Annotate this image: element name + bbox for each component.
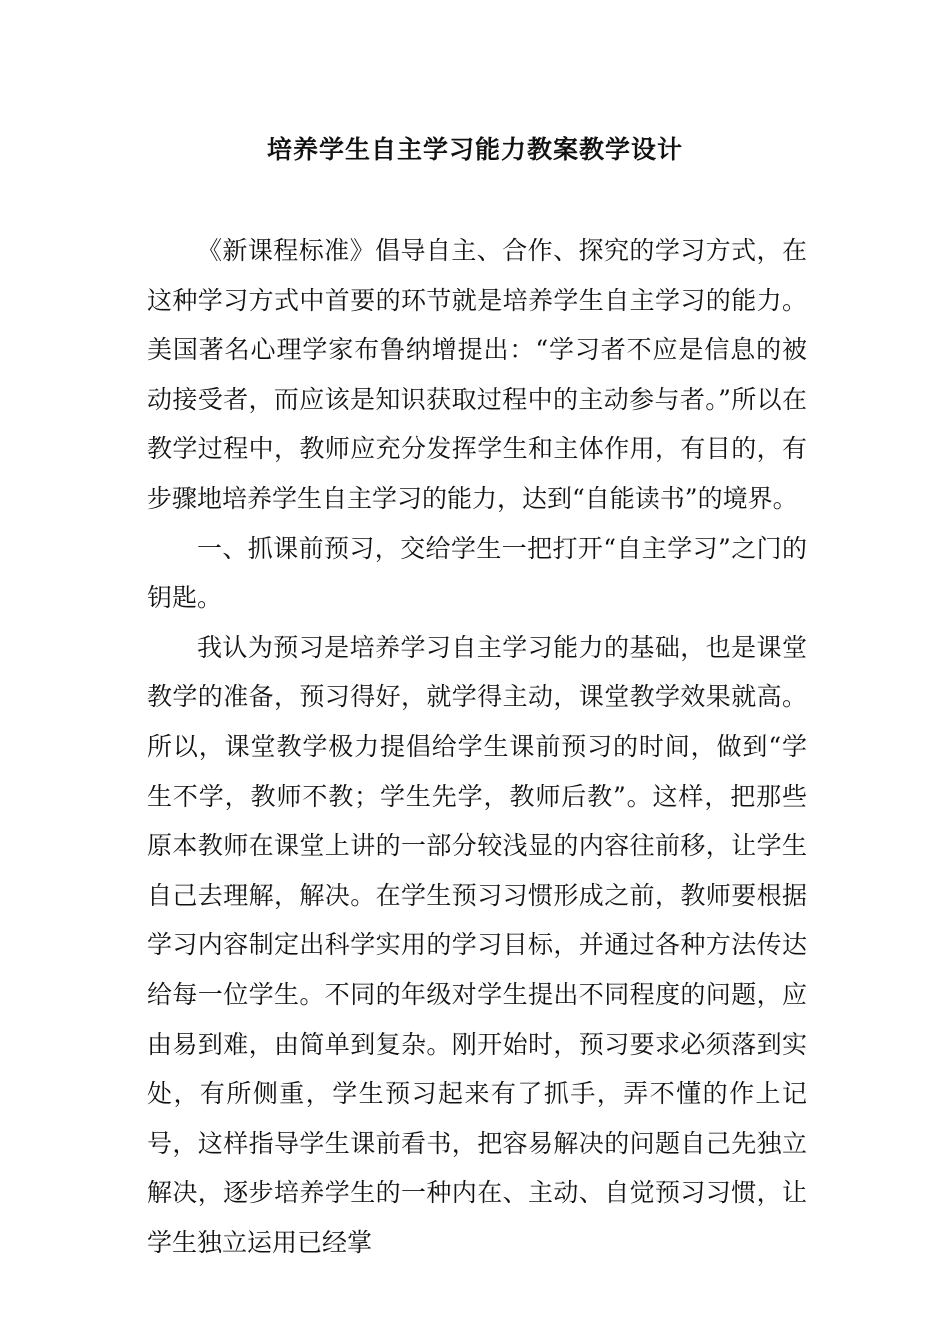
paragraph-preview: 我认为预习是培养学习自主学习能力的基础，也是课堂教学的准备，预习得好，就学得主动，课堂教学效果就高。所以，课堂教学极力提倡给学生课前预习的时间，做到“学生不学，教师不教；学生先学，教师后教”。这样，把那些原本教师在课堂上讲的一部分较浅显的内容往前移，让学生自己去理解，解决。在学生预习习惯形成之前，教师要根据学习内容制定出科学实用的学习目标，并通过各种方法传达给每一位学生。不同的年级对学生提出不同程度的问题，应由易到难，由简单到复杂。刚开始时，预习要求必须落到实处，有所侧重，学生预习起来有了抓手，弄不懂的作上记号，这样指导学生课前看书，把容易解决的问题自己先独立解决，逐步培养学生的一种内在、主动、自觉预习习惯，让学生独立运用已经掌 xyxy=(147,632,807,1257)
document-body xyxy=(147,226,807,1267)
paragraph-section-heading: 一、抓课前预习，交给学生一把打开“自主学习”之门的钥匙。 xyxy=(147,533,807,613)
paragraph-intro: 《新课程标准》倡导自主、合作、探究的学习方式，在这种学习方式中首要的环节就是培养学生自主学习的能力。美国著名心理学家布鲁纳增提出：“学习者不应是信息的被动接受者，而应该是知识获取过程中的主动参与者。”所以在教学过程中，教师应充分发挥学生和主体作用，有目的，有步骤地培养学生自主学习的能力，达到“自能读书”的境界。 xyxy=(147,236,807,513)
document-title: 培养学生自主学习能力教案教学设计 xyxy=(266,135,683,164)
